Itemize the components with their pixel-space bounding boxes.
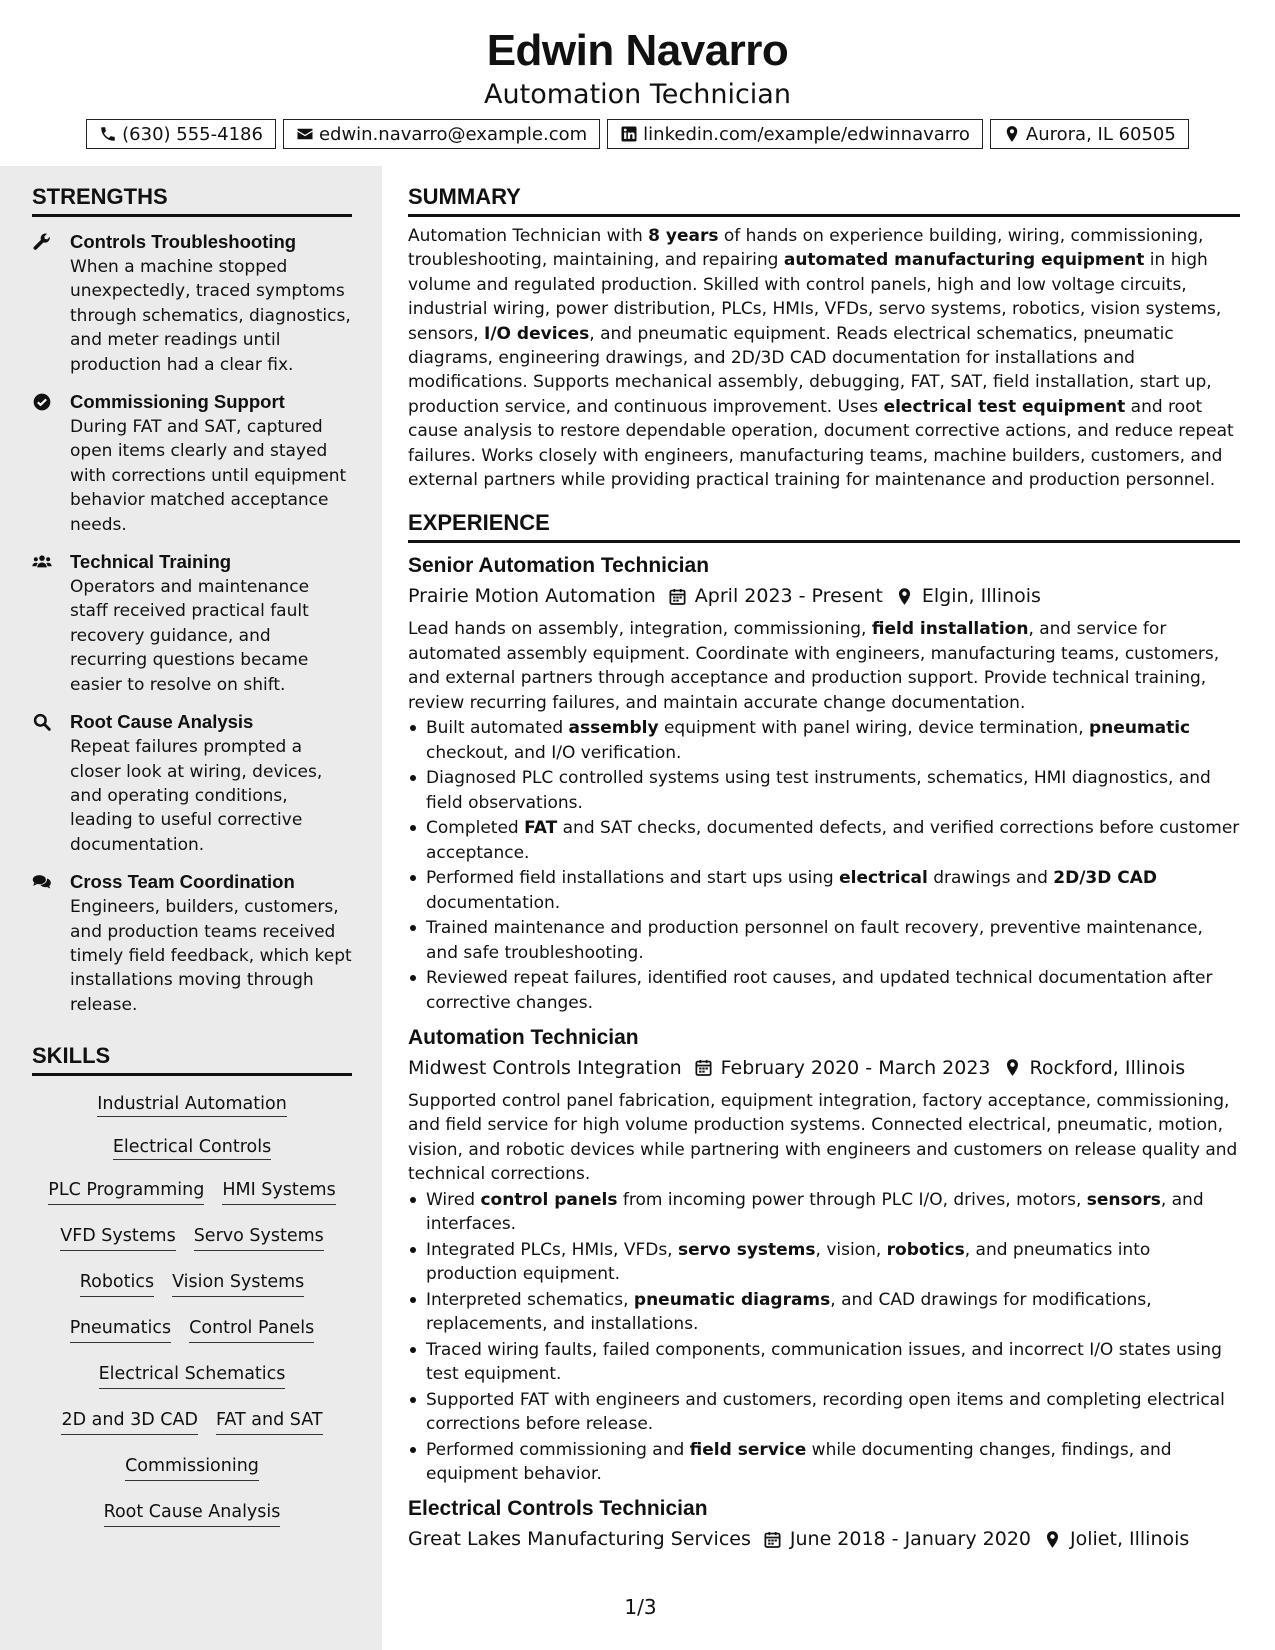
list-item: Interpreted schematics, pneumatic diagrams, and CAD drawings for modifications, replacements, and installations. — [408, 1288, 1240, 1337]
map-pin-icon — [895, 587, 914, 606]
skill-tag: FAT and SAT — [216, 1408, 323, 1435]
candidate-name: Edwin Navarro — [486, 26, 789, 75]
skill-tag: Pneumatics — [70, 1316, 171, 1343]
contact-email[interactable] — [283, 119, 600, 149]
calendar-icon — [763, 1530, 782, 1549]
job-dates: February 2020 - March 2023 — [720, 1056, 991, 1079]
map-pin-icon — [1003, 125, 1021, 143]
job-company: Prairie Motion Automation — [408, 585, 656, 608]
job-title: Senior Automation Technician — [408, 554, 710, 578]
wrench-icon — [32, 232, 52, 252]
skill-tag: Servo Systems — [194, 1224, 324, 1251]
list-item: Wired control panels from incoming power through PLC I/O, drives, motors, sensors, and interfaces. — [408, 1188, 1240, 1237]
list-item: Performed commissioning and field service while documenting changes, findings, and equipment behavior. — [408, 1438, 1240, 1487]
job-location: Elgin, Illinois — [921, 585, 1041, 608]
resume-header — [0, 0, 1275, 149]
phone-icon — [99, 125, 117, 143]
job-dates: April 2023 - Present — [694, 585, 883, 608]
page-number: 1/3 — [624, 1595, 657, 1619]
skill-tag: Electrical Schematics — [99, 1362, 286, 1389]
map-pin-icon — [1043, 1530, 1062, 1549]
skill-tag: HMI Systems — [222, 1178, 335, 1205]
list-item: Performed field installations and start ups using electrical drawings and 2D/3D CAD documentation. — [408, 866, 1240, 915]
check-circle-icon — [32, 392, 52, 412]
job-location: Rockford, Illinois — [1029, 1056, 1186, 1079]
strength-item — [32, 709, 352, 857]
skill-tag: PLC Programming — [48, 1178, 204, 1205]
linkedin-text: linkedin.com/example/edwinnavarro — [643, 123, 970, 145]
job-entry — [408, 1494, 1240, 1554]
job-meta — [408, 1053, 1240, 1083]
job-meta — [408, 581, 1240, 611]
strengths-heading: STRENGTHS — [32, 182, 352, 217]
strength-title: Commissioning Support — [70, 391, 285, 413]
email-text: edwin.navarro@example.com — [318, 123, 588, 145]
job-title: Automation Technician — [408, 1025, 639, 1049]
comments-icon — [32, 872, 52, 892]
strength-desc: Engineers, builders, customers, and production teams received timely field feedback, which kept installations moving through release. — [70, 897, 352, 1015]
map-pin-icon — [1003, 1058, 1022, 1077]
skills-heading: SKILLS — [32, 1041, 352, 1076]
job-description: Supported control panel fabrication, equipment integration, factory acceptance, commissioning, and field service for high volume production systems. Connected electrical, pneumatic, motion, vision, and robotic devices while partnering with engineers and customers on release quality and technical corrections. — [408, 1090, 1238, 1185]
skill-tag: Robotics — [80, 1270, 154, 1297]
contact-location[interactable] — [990, 119, 1189, 149]
strength-title: Cross Team Coordination — [70, 871, 295, 893]
skills-list — [32, 1076, 352, 1538]
list-item: Diagnosed PLC controlled systems using test instruments, schematics, HMI diagnostics, and field observations. — [408, 766, 1240, 815]
job-entry — [408, 551, 1240, 1014]
list-item: Completed FAT and SAT checks, documented defects, and verified corrections before customer acceptance. — [408, 816, 1240, 865]
sidebar — [0, 166, 382, 1650]
skill-tag: Control Panels — [189, 1316, 314, 1343]
job-meta — [408, 1524, 1240, 1554]
linkedin-icon — [620, 125, 638, 143]
contact-phone[interactable] — [86, 119, 276, 149]
summary-text: Automation Technician with 8 years of hands on experience building, wiring, commissioning, troubleshooting, maintaining, and repairing automated manufacturing equipment in high volume and regulated production. Skilled with control panels, high and low voltage circuits, industrial wiring, power distribution, PLCs, HMIs, VFDs, servo systems, robotics, vision systems, sensors, I/O devices, and pneumatic equipment. Reads electrical schematics, pneumatic diagrams, engineering drawings, and 2D/3D CAD documentation for installations and modifications. Supports mechanical assembly, debugging, FAT, SAT, field installation, start up, production service, and continuous improvement. Uses electrical test equipment and root cause analysis to restore dependable operation, document corrective actions, and reduce repeat failures. Works closely with engineers, manufacturing teams, machine builders, customers, and external partners while providing practical training for maintenance and production personnel. — [408, 226, 1234, 491]
job-description: Lead hands on assembly, integration, commissioning, field installation, and service for automated assembly equipment. Coordinate with engineers, manufacturing teams, customers, and external partners through acceptance and production support. Provide technical training, review recurring failures, and maintain accurate change documentation. — [408, 619, 1220, 713]
users-icon — [32, 552, 52, 572]
list-item: Trained maintenance and production personnel on fault recovery, preventive maintenance, and safe troubleshooting. — [408, 916, 1240, 965]
candidate-role: Automation Technician — [484, 79, 791, 110]
contact-bar — [0, 119, 1275, 149]
search-icon — [32, 712, 52, 732]
job-company: Great Lakes Manufacturing Services — [408, 1528, 751, 1551]
skill-tag: Vision Systems — [172, 1270, 304, 1297]
skill-tag: 2D and 3D CAD — [61, 1408, 198, 1435]
job-dates: June 2018 - January 2020 — [789, 1528, 1032, 1551]
contact-linkedin[interactable] — [607, 119, 983, 149]
strength-item — [32, 869, 352, 1017]
list-item: Reviewed repeat failures, identified root causes, and updated technical documentation after corrective changes. — [408, 966, 1240, 1015]
calendar-icon — [668, 587, 687, 606]
strength-desc: Repeat failures prompted a closer look at wiring, devices, and operating conditions, leading to useful corrective documentation. — [70, 737, 323, 855]
summary-heading: SUMMARY — [408, 182, 1240, 217]
strength-desc: Operators and maintenance staff received practical fault recovery guidance, and recurring questions became easier to resolve on shift. — [70, 577, 310, 695]
job-bullets — [408, 1188, 1240, 1487]
strength-desc: During FAT and SAT, captured open items clearly and stayed with corrections until equipment behavior matched acceptance needs. — [70, 417, 347, 535]
skill-tag: Root Cause Analysis — [104, 1500, 281, 1527]
strength-title: Technical Training — [70, 551, 232, 573]
strength-item — [32, 549, 352, 697]
list-item: Traced wiring faults, failed components, communication issues, and incorrect I/O states using test equipment. — [408, 1338, 1240, 1387]
job-company: Midwest Controls Integration — [408, 1056, 682, 1079]
job-bullets — [408, 716, 1240, 1015]
list-item: Integrated PLCs, HMIs, VFDs, servo systems, vision, robotics, and pneumatics into production equipment. — [408, 1238, 1240, 1287]
list-item: Built automated assembly equipment with panel wiring, device termination, pneumatic checkout, and I/O verification. — [408, 716, 1240, 765]
strength-item — [32, 389, 352, 537]
envelope-icon — [296, 125, 314, 143]
location-text: Aurora, IL 60505 — [1025, 123, 1176, 145]
experience-heading: EXPERIENCE — [408, 508, 1240, 543]
skill-tag: Commissioning — [125, 1454, 259, 1481]
phone-text: (630) 555-4186 — [122, 123, 263, 145]
job-title: Electrical Controls Technician — [408, 1497, 708, 1521]
skill-tag: VFD Systems — [60, 1224, 175, 1251]
strength-title: Controls Troubleshooting — [70, 231, 297, 252]
strength-title: Root Cause Analysis — [70, 711, 254, 733]
strength-desc: When a machine stopped unexpectedly, traced symptoms through schematics, diagnostics, and meter readings until production had a clear fix. — [70, 257, 351, 375]
skill-tag: Industrial Automation — [97, 1094, 287, 1117]
job-location: Joliet, Illinois — [1070, 1528, 1190, 1551]
strength-item — [32, 229, 352, 377]
main-content — [408, 166, 1240, 1554]
calendar-icon — [694, 1058, 713, 1077]
list-item: Supported FAT with engineers and customers, recording open items and completing electrical corrections before release. — [408, 1388, 1240, 1437]
job-entry — [408, 1023, 1240, 1486]
skill-tag: Electrical Controls — [113, 1137, 271, 1160]
